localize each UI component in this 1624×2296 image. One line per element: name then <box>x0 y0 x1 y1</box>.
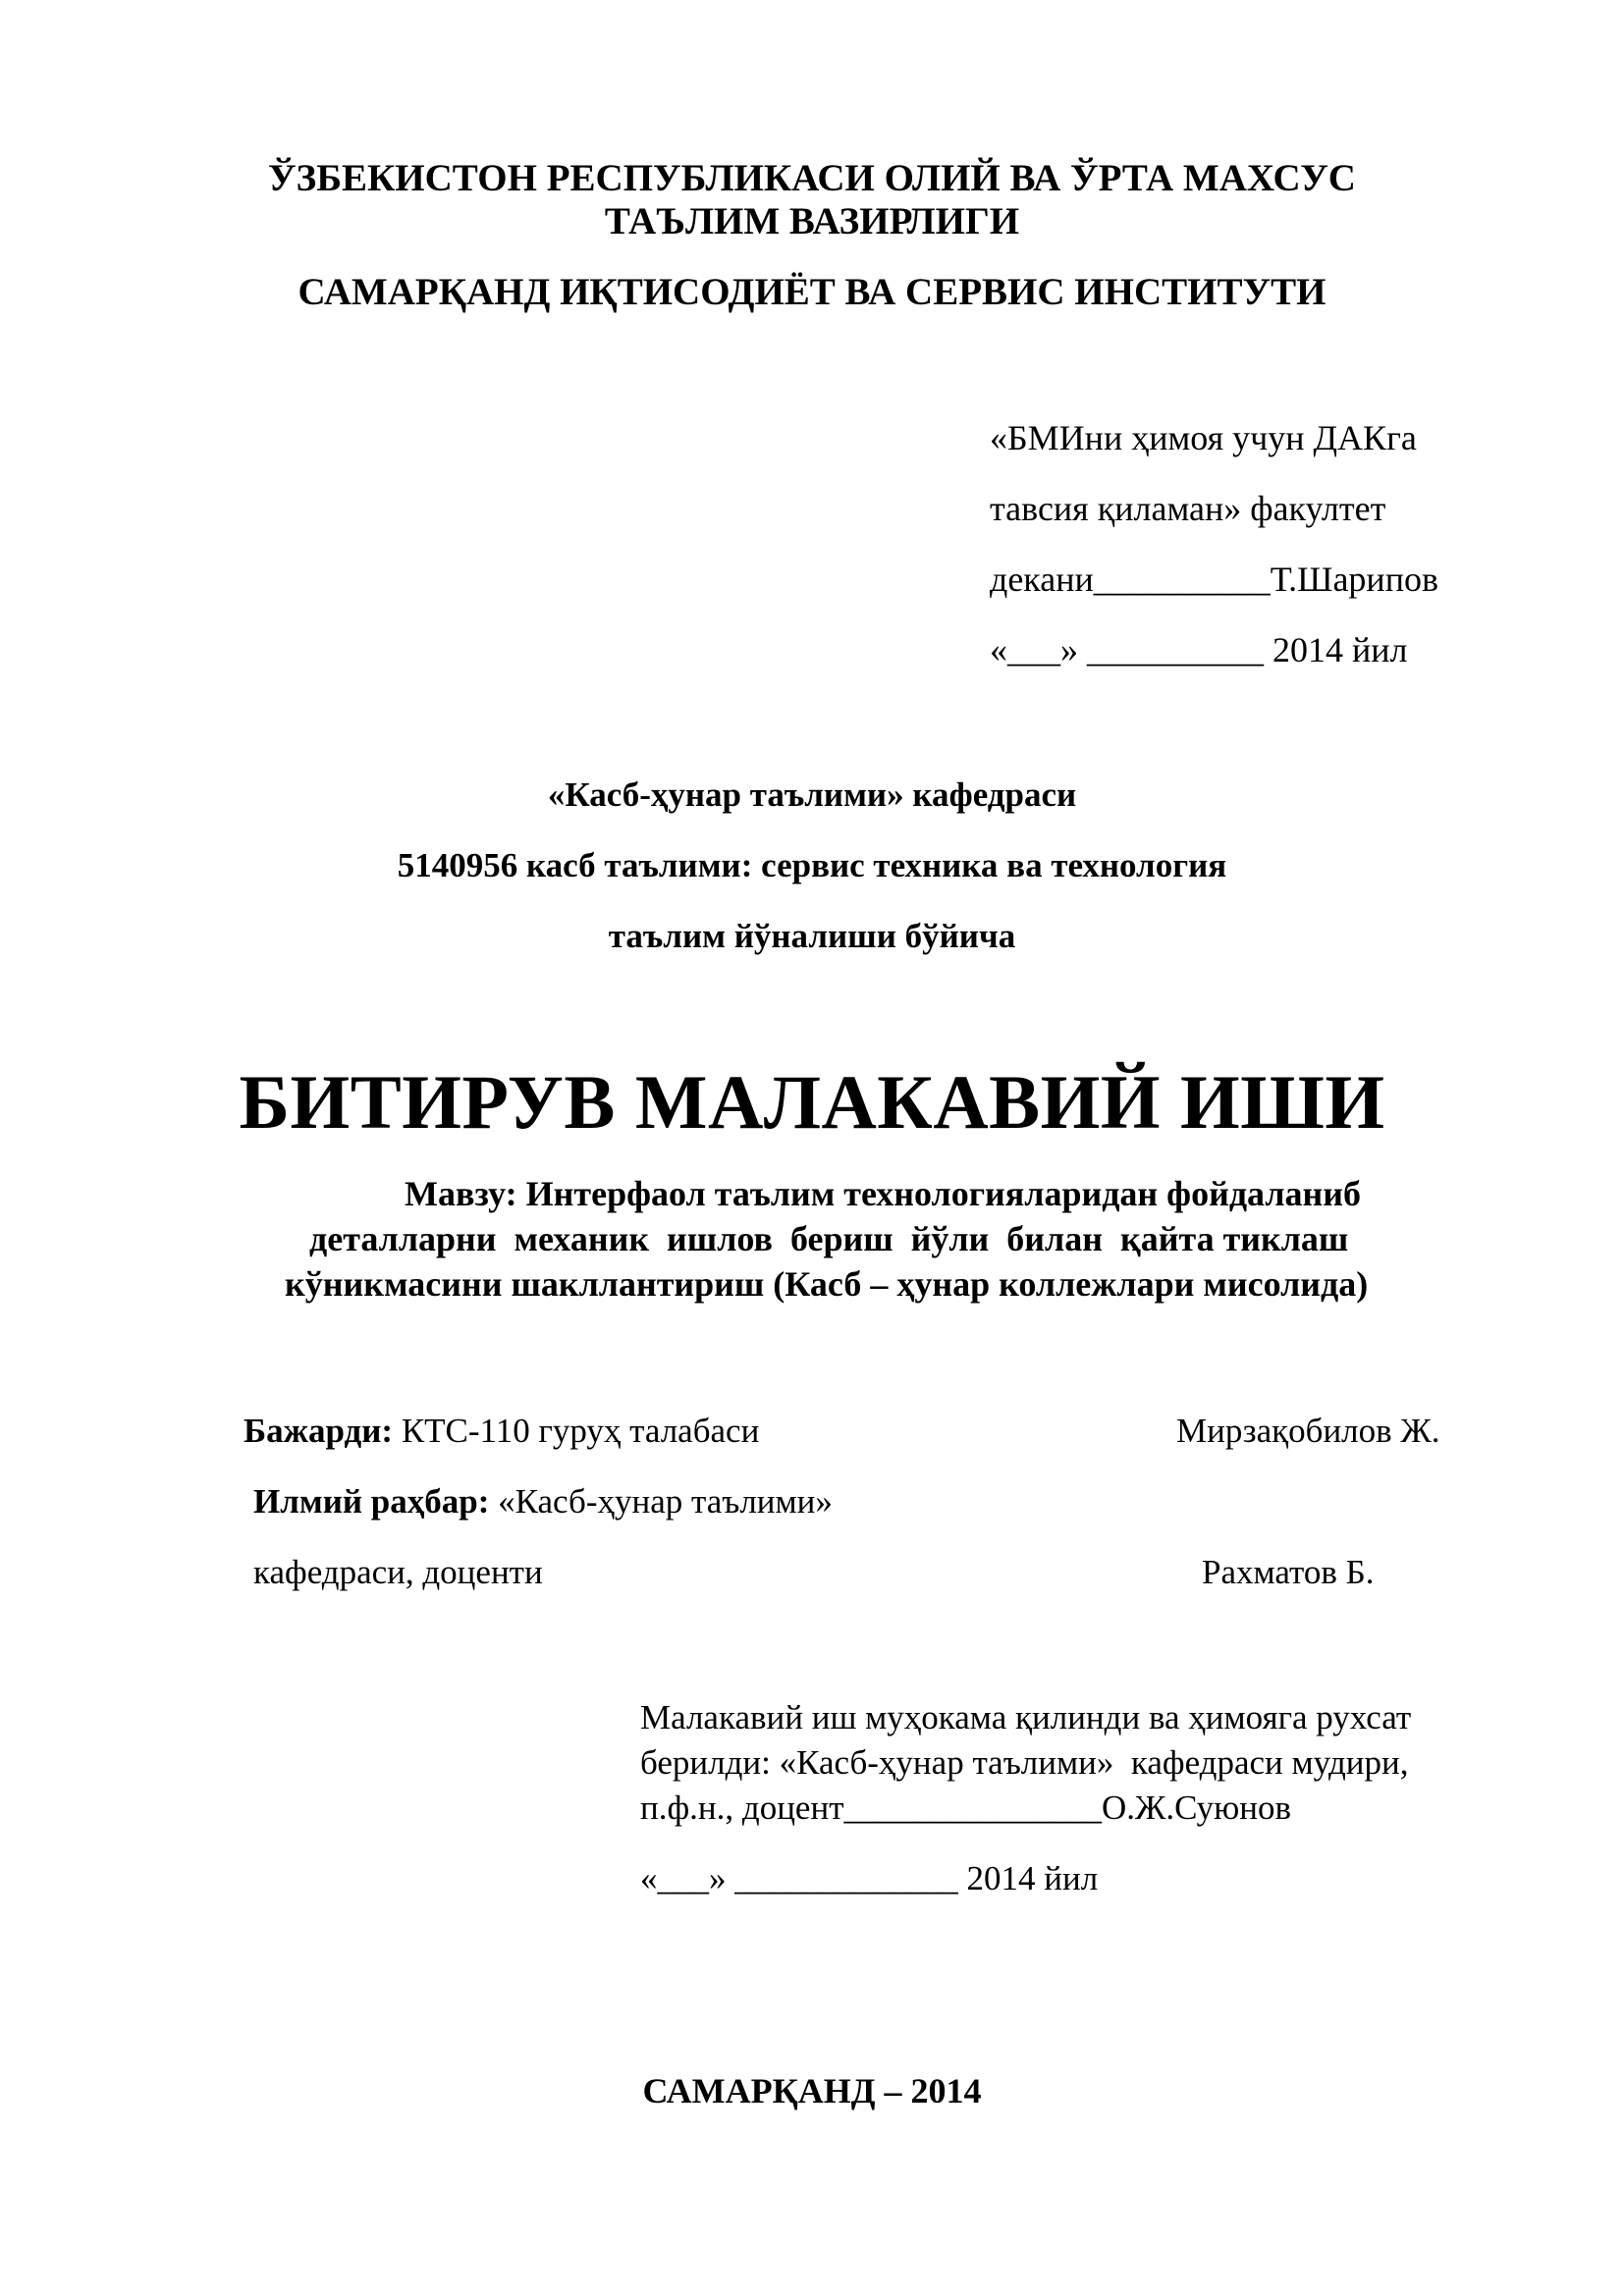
discussion-line2: берилди: «Касб-ҳунар таълими» кафедраси мудири, <box>640 1743 1409 1782</box>
department-line3: таълим йўналиши бўйича <box>608 917 1016 955</box>
performed-by-value: КТС-110 гуруҳ талабаси <box>401 1412 760 1450</box>
advisor-name: Рахматов Б. <box>1202 1553 1375 1591</box>
advisor-row <box>253 1484 833 1519</box>
advisor-position: кафедраси, доценти <box>253 1553 543 1591</box>
performed-by-label: Бажарди: <box>244 1412 394 1450</box>
topic-line1 <box>405 1176 1361 1211</box>
approval-line3: декани__________Т.Шарипов <box>990 560 1438 599</box>
approval-line4: «___» __________ 2014 йил <box>990 630 1408 669</box>
topic-line3: кўникмасини шакллантириш (Касб – ҳунар коллежлари мисолида) <box>285 1264 1369 1304</box>
topic-line2: деталларни механик ишлов бериш йўли билан қайта тиклаш <box>309 1219 1349 1258</box>
city-year: САМАРҚАНД – 2014 <box>642 2071 982 2110</box>
institute-title: САМАРҚАНД ИҚТИСОДИЁТ ВА СЕРВИС ИНСТИТУТИ <box>298 271 1326 313</box>
discussion-line4: «___» _____________ 2014 йил <box>640 1859 1099 1897</box>
performed-by-row <box>244 1414 759 1448</box>
department-line2: 5140956 касб таълими: сервис техника ва технология <box>397 846 1227 884</box>
discussion-line1: Малакавий иш муҳокама қилинди ва ҳимояга рухсат <box>640 1698 1412 1736</box>
topic-label: Мавзу: <box>405 1174 517 1213</box>
topic-text-line1: Интерфаол таълим технологияларидан фойдаланиб <box>525 1174 1362 1213</box>
advisor-value: «Касб-ҳунар таълими» <box>498 1482 833 1521</box>
ministry-title-line2: ТАЪЛИМ ВАЗИРЛИГИ <box>604 200 1020 242</box>
ministry-title-line1: ЎЗБЕКИСТОН РЕСПУБЛИКАСИ ОЛИЙ ВА ЎРТА МАХСУС <box>268 157 1356 199</box>
student-name: Мирзақобилов Ж. <box>1176 1412 1440 1450</box>
main-title: БИТИРУВ МАЛАКАВИЙ ИШИ <box>239 1059 1385 1145</box>
approval-line2: тавсия қиламан» факултет <box>990 489 1386 528</box>
department-line1: «Касб-ҳунар таълими» кафедраси <box>547 775 1077 814</box>
approval-line1: «БМИни ҳимоя учун ДАКга <box>990 418 1417 457</box>
advisor-label: Илмий раҳбар: <box>253 1482 490 1521</box>
discussion-line3: п.ф.н., доцент_______________О.Ж.Суюнов <box>640 1789 1292 1827</box>
